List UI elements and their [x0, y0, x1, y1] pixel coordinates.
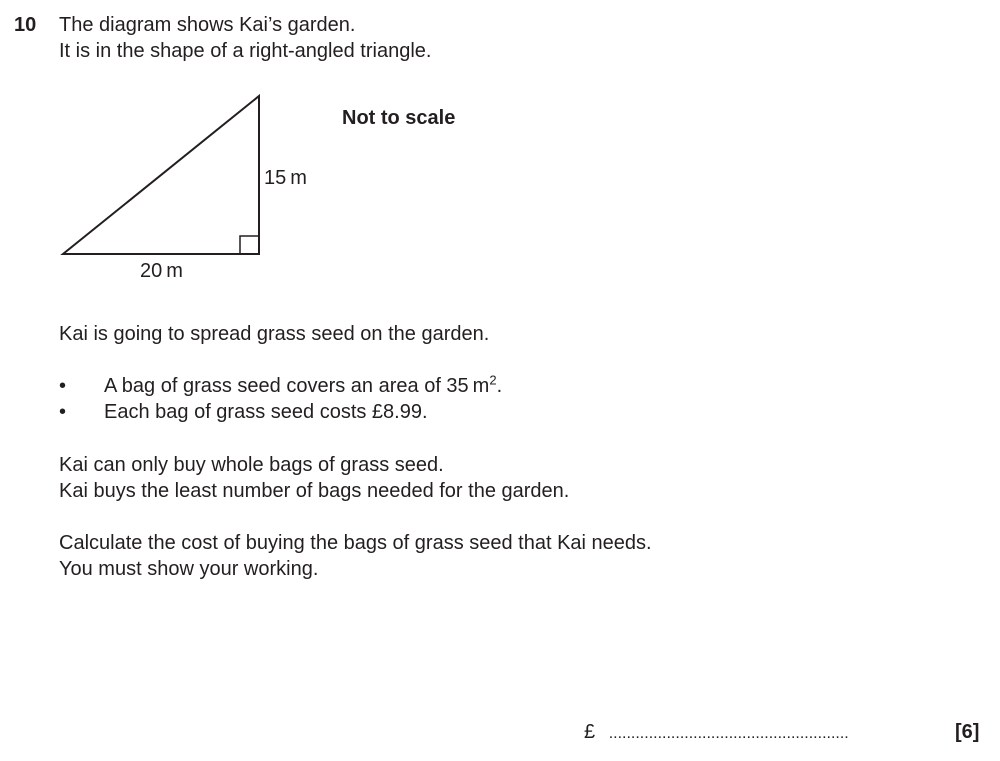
task-line-1: Calculate the cost of buying the bags of grass seed that Kai needs. [59, 532, 652, 554]
bullet-marker: • [59, 375, 67, 397]
bullet-suffix: . [496, 375, 503, 397]
horizontal-side-label: 20 m [140, 260, 183, 282]
vertical-side-label: 15 m [264, 167, 307, 189]
superscript: 2 [489, 372, 497, 388]
bullet-text [104, 401, 428, 424]
not-to-scale-label: Not to scale [342, 107, 456, 129]
bullet-text-main: Each bag of grass seed costs £8.99. [104, 401, 428, 423]
task-line-2: You must show your working. [59, 558, 319, 580]
question-number: 10 [14, 14, 37, 36]
condition-line-1: Kai can only buy whole bags of grass seed. [59, 454, 444, 476]
statement-text: Kai is going to spread grass seed on the garden. [59, 323, 490, 345]
answer-dots[interactable]: ...................................................... [608, 725, 849, 742]
garden-triangle-diagram [0, 0, 1000, 300]
intro-line-2: It is in the shape of a right-angled triangle. [59, 40, 432, 62]
bullet-text [104, 372, 503, 398]
marks-label: [6] [955, 721, 980, 743]
bullet-item [59, 401, 66, 424]
intro-line-1: The diagram shows Kai’s garden. [59, 14, 356, 36]
currency-symbol: £ [584, 721, 596, 743]
bullet-marker: • [59, 401, 67, 423]
right-angle-marker [240, 236, 259, 254]
condition-line-2: Kai buys the least number of bags needed for the garden. [59, 480, 570, 502]
bullet-text-main: A bag of grass seed covers an area of 35 m [104, 375, 490, 397]
bullet-item [59, 375, 66, 398]
answer-line[interactable] [584, 721, 849, 744]
triangle-shape [63, 96, 259, 254]
